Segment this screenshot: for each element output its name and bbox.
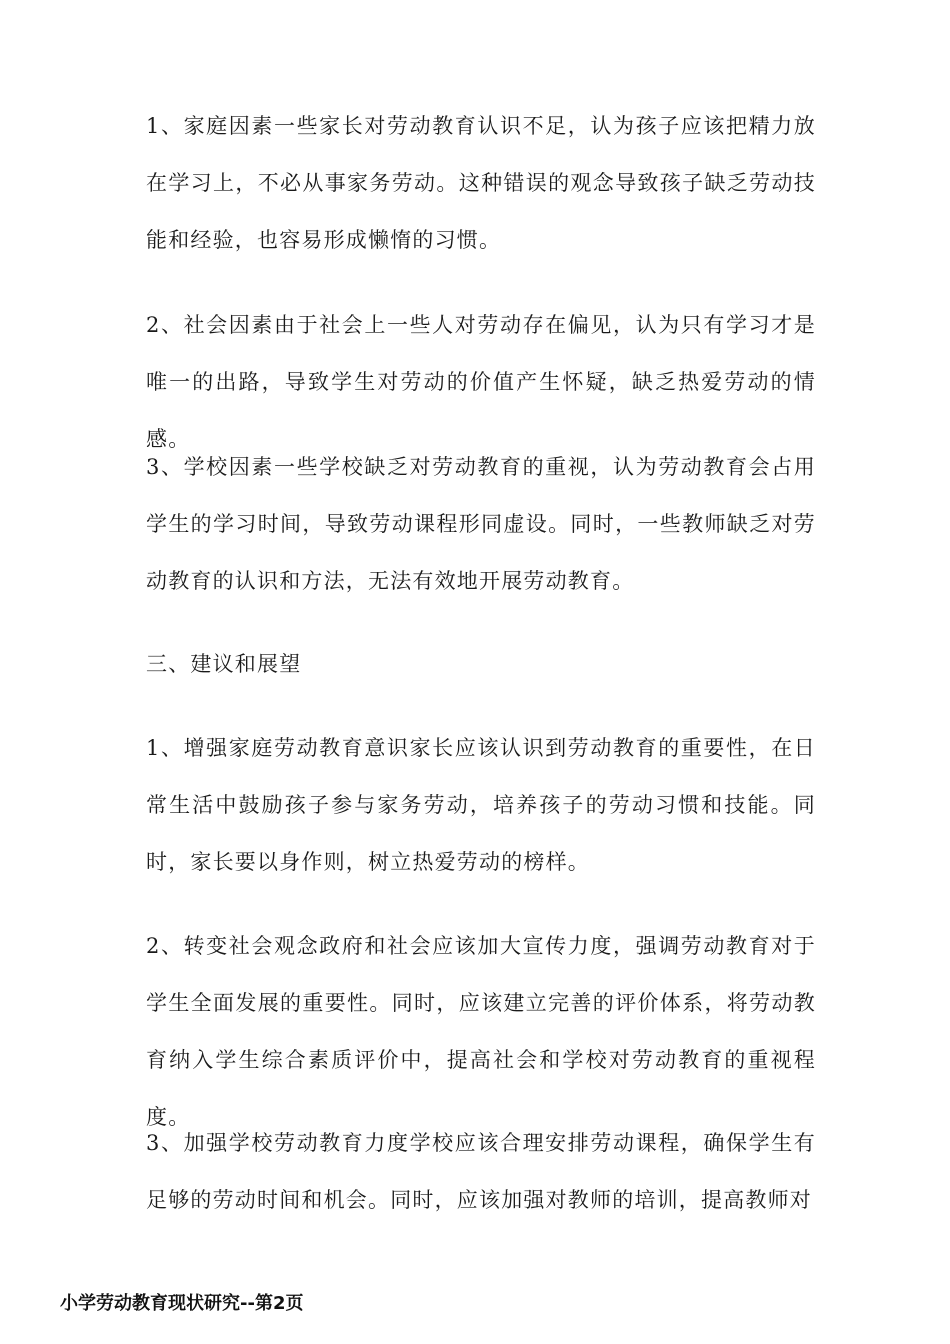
paragraph-family-awareness: 1、增强家庭劳动教育意识家长应该认识到劳动教育的重要性，在日常生活中鼓励孩子参与家务劳动，培养孩子的劳动习惯和技能。同时，家长要以身作则，树立热爱劳动的榜样。 [146,736,816,874]
section-heading-suggestions: 三、建议和展望 [146,652,302,676]
paragraph-social-concept: 2、转变社会观念政府和社会应该加大宣传力度，强调劳动教育对于学生全面发展的重要性。同时，应该建立完善的评价体系，将劳动教育纳入学生综合素质评价中，提高社会和学校对劳动教育的重视程度。 [146,934,816,1129]
paragraph-social-factors: 2、社会因素由于社会上一些人对劳动存在偏见，认为只有学习才是唯一的出路，导致学生对劳动的价值产生怀疑，缺乏热爱劳动的情感。 [146,313,816,451]
page-footer: 小学劳动教育现状研究--第2页 [60,1293,304,1314]
paragraph-school-effort: 3、加强学校劳动教育力度学校应该合理安排劳动课程，确保学生有足够的劳动时间和机会。同时，应该加强对教师的培训，提高教师对 [146,1131,816,1212]
paragraph-family-factors: 1、家庭因素一些家长对劳动教育认识不足，认为孩子应该把精力放在学习上，不必从事家务劳动。这种错误的观念导致孩子缺乏劳动技能和经验，也容易形成懒惰的习惯。 [146,114,816,252]
paragraph-school-factors: 3、学校因素一些学校缺乏对劳动教育的重视，认为劳动教育会占用学生的学习时间，导致劳动课程形同虚设。同时，一些教师缺乏对劳动教育的认识和方法，无法有效地开展劳动教育。 [146,455,816,593]
